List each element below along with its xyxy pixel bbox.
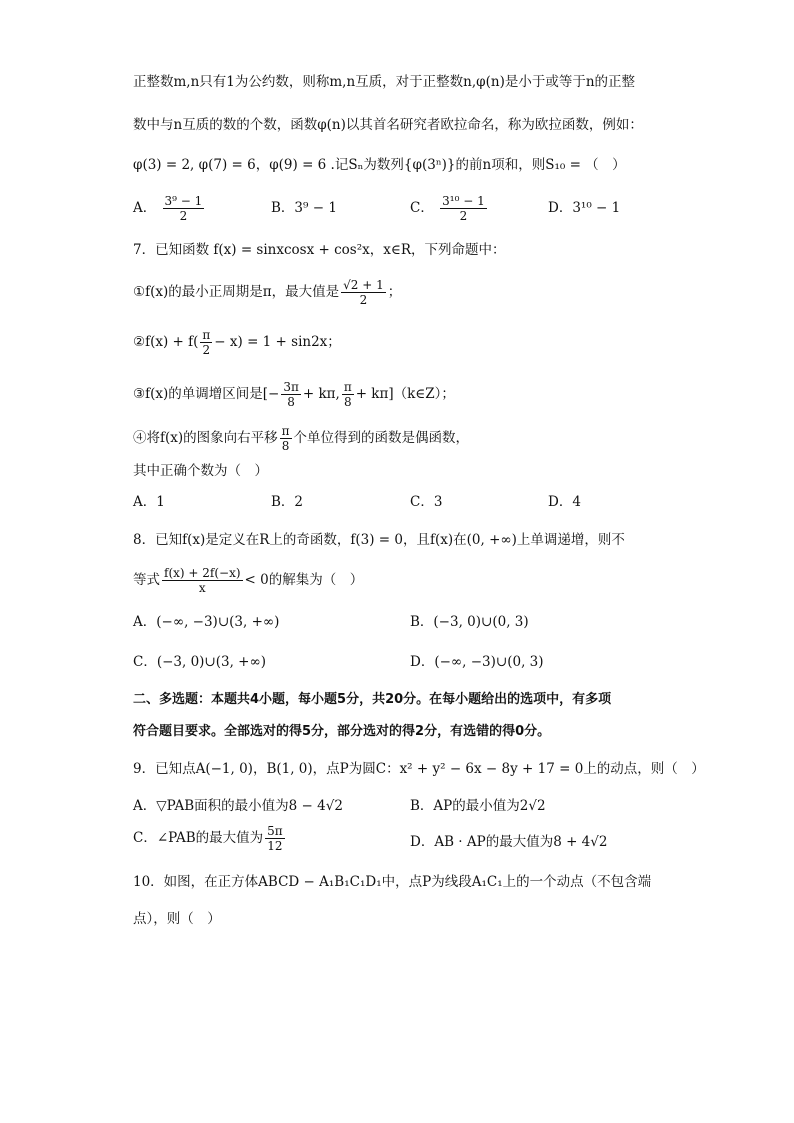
q8-option-a[interactable]: A．(−∞, −3)∪(3, +∞) (133, 614, 280, 630)
q6-text-line1: 正整数m,n只有1为公约数，则称m,n互质，对于正整数n,φ(n)是小于或等于n的正整 (133, 74, 636, 90)
q8-option-d[interactable]: D．(−∞, −3)∪(0, 3) (410, 654, 544, 670)
q8-stem-line1: 8．已知f(x)是定义在R上的奇函数，f(3) = 0，且f(x)在(0, +∞)上单调递增，则不 (133, 532, 625, 548)
q7-statement-3: ③f(x)的单调增区间是[− $\frac{3\pi}{8}$ + kπ, $\frac{\pi}{8}$ + kπ]（k∈Z）； (133, 380, 455, 409)
q7-ask: 其中正确个数为（ ） (133, 463, 268, 479)
q7-option-a[interactable]: A．1 (133, 494, 165, 510)
q7-statement-2: ②f(x) + f( $\frac{\pi}{2}$ − x) = 1 + sin2x； (133, 328, 341, 357)
q6-option-d[interactable]: D．3¹⁰ − 1 (548, 200, 621, 216)
section-2-heading-line1: 二、多选题：本题共4小题，每小题5分，共20分。在每小题给出的选项中，有多项 (133, 692, 612, 707)
section-2-heading-line2: 符合题目要求。全部选对的得5分，部分选对的得2分，有选错的得0分。 (133, 724, 551, 739)
q9-stem: 9．已知点A(−1, 0)，B(1, 0)，点P为圆C：x² + y² − 6x − 8y + 17 = 0上的动点，则（ ） (133, 761, 705, 777)
q8-stem-line2: 等式 $\frac{f(x) + 2f(-x)}{x}$ < 0的解集为（ ） (133, 566, 364, 595)
q6-option-a-fraction: $\frac{\text{3⁹ − 1}}{2}$ (164, 194, 203, 223)
q9-option-b[interactable]: B．AP的最小值为2√2 (410, 798, 546, 814)
q8-option-c[interactable]: C．(−3, 0)∪(3, +∞) (133, 654, 267, 670)
q8-option-b[interactable]: B．(−3, 0)∪(0, 3) (410, 614, 529, 630)
q7-statement-4: ④将f(x)的图象向右平移 $\frac{\pi}{8}$ 个单位得到的函数是偶函数， (133, 424, 470, 453)
q7-option-c[interactable]: C．3 (410, 494, 443, 510)
q6-option-b[interactable]: B．3⁹ − 1 (271, 200, 337, 216)
q10-stem-line2: 点），则（ ） (133, 911, 221, 927)
q7-stem: 7．已知函数 f(x) = sinxcosx + cos²x，x∈R，下列命题中： (133, 242, 506, 258)
q6-text-line2: 数中与n互质的数的个数，函数φ(n)以其首名研究者欧拉命名，称为欧拉函数，例如： (133, 117, 643, 133)
q10-stem-line1: 10．如图，在正方体ABCD − A₁B₁C₁D₁中，点P为线段A₁C₁上的一个动点（不包含端 (133, 874, 652, 890)
q7-option-d[interactable]: D．4 (548, 494, 581, 510)
q9-option-a[interactable]: A．▽PAB面积的最小值为8 − 4√2 (133, 798, 343, 814)
q9-option-c[interactable]: C．∠PAB的最大值为 $\frac{5\pi}{12}$ (133, 824, 283, 853)
q9-option-d[interactable]: D．AB · AP的最大值为8 + 4√2 (410, 834, 608, 850)
q7-statement-1: ①f(x)的最小正周期是π，最大值是 $\frac{√2 + 1}{2}$ ； (133, 278, 402, 307)
q6-text-line3: φ(3) = 2, φ(7) = 6，φ(9) = 6 .记Sₙ为数列{φ(3ⁿ)}的前n项和，则S₁₀ = （ ） (133, 157, 626, 173)
q7-option-b[interactable]: B．2 (271, 494, 304, 510)
q6-option-a[interactable]: A． $\frac{\text{3⁹ − 1}}{2}$ (133, 194, 203, 223)
q6-option-c-fraction: $\frac{\text{3¹⁰ − 1}}{2}$ (442, 194, 485, 223)
q6-option-c[interactable]: C． $\frac{\text{3¹⁰ − 1}}{2}$ (410, 194, 485, 223)
